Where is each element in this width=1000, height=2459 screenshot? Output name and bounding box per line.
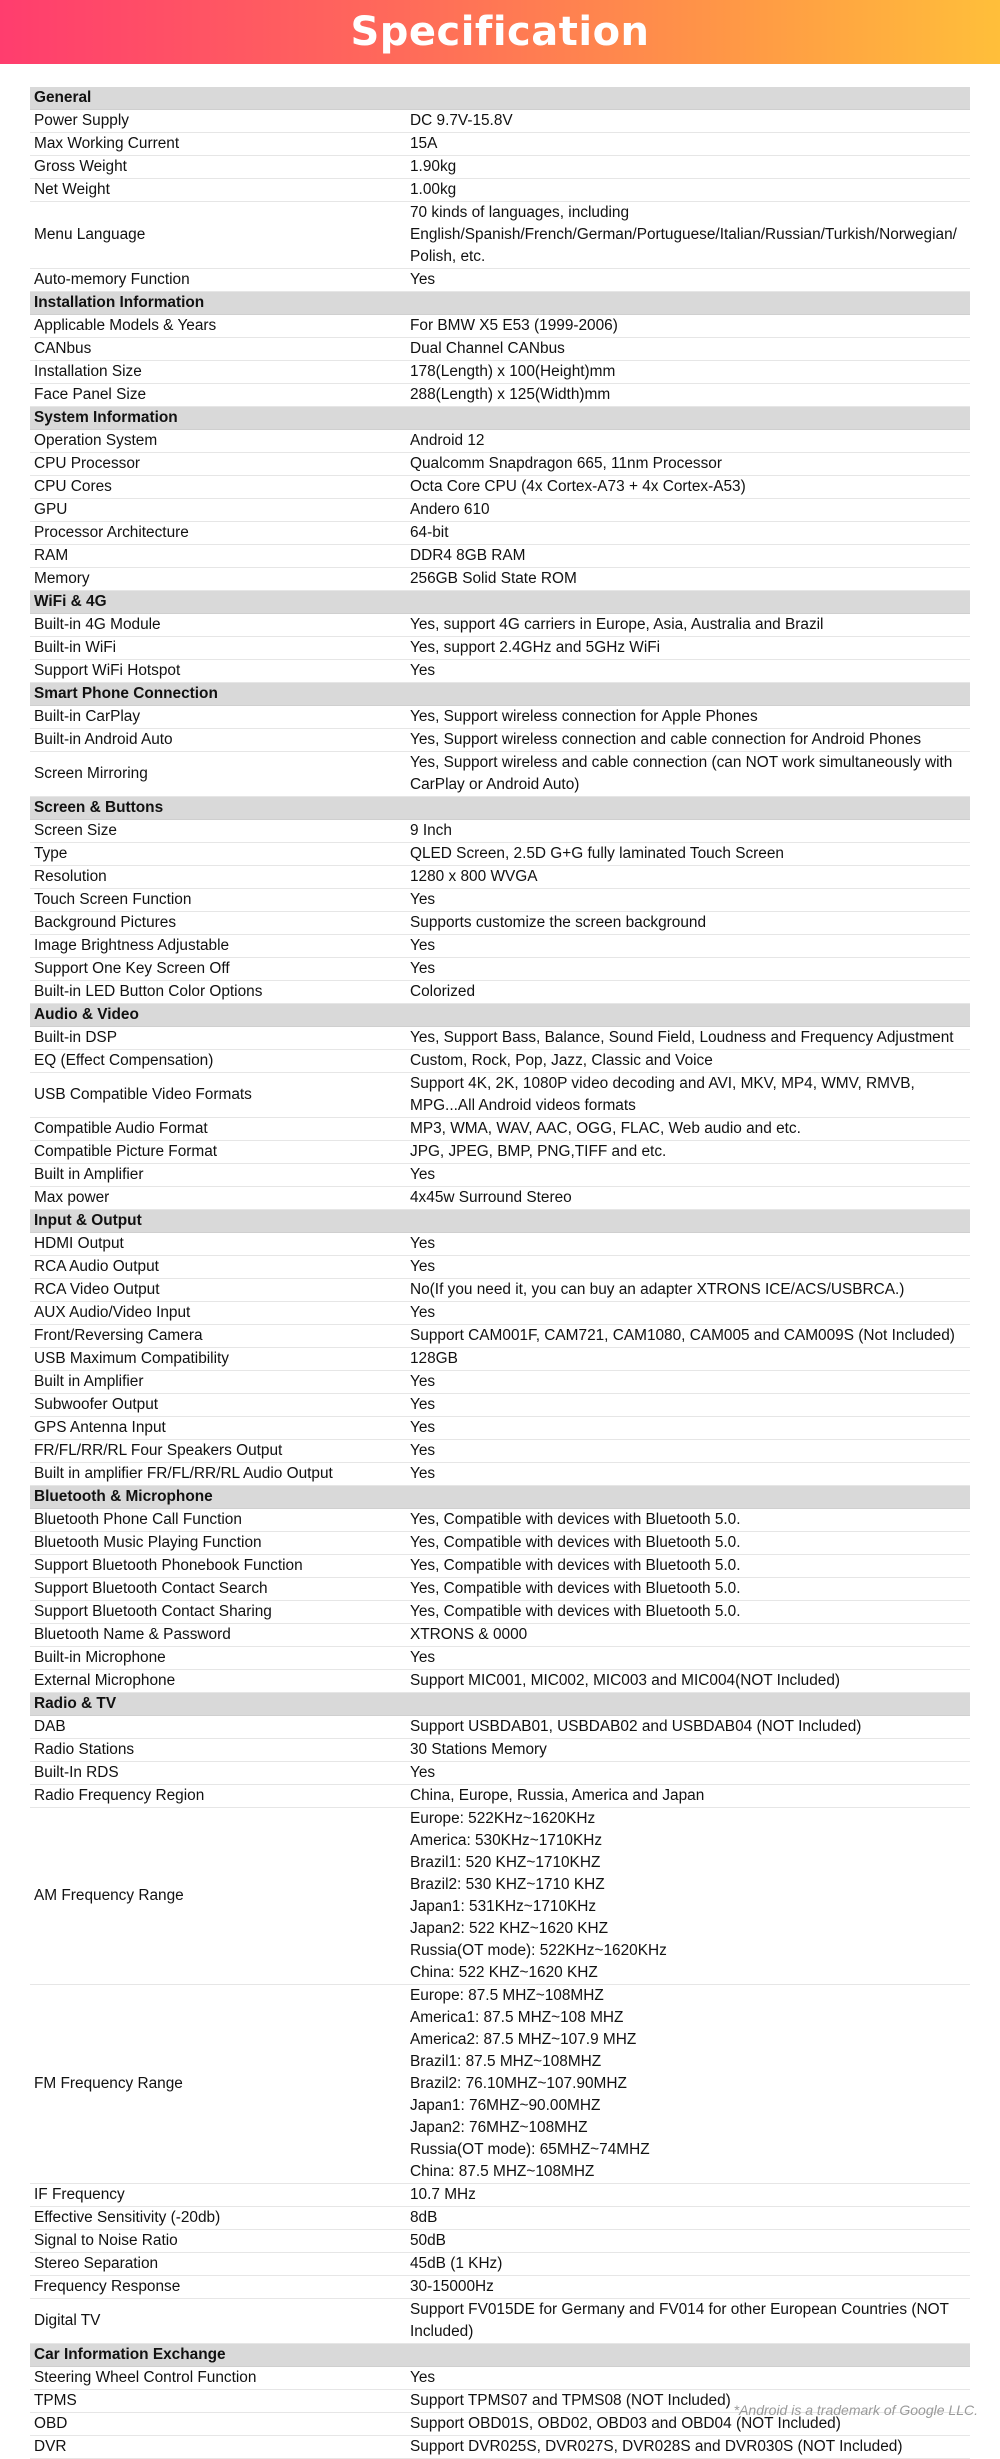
spec-value: Qualcomm Snapdragon 665, 11nm Processor	[408, 453, 970, 476]
spec-value: JPG, JPEG, BMP, PNG,TIFF and etc.	[408, 1141, 970, 1164]
spec-label: CANbus	[30, 338, 408, 361]
spec-label: Applicable Models & Years	[30, 315, 408, 338]
spec-value: Yes	[408, 1440, 970, 1463]
spec-value: Yes	[408, 958, 970, 981]
spec-row	[30, 1371, 970, 1394]
spec-value: For BMW X5 E53 (1999-2006)	[408, 315, 970, 338]
spec-value: DC 9.7V-15.8V	[408, 110, 970, 133]
spec-value: Support 4K, 2K, 1080P video decoding and AVI, MKV, MP4, WMV, RMVB, MPG...All Android videos formats	[408, 1073, 970, 1118]
spec-value: Yes, Compatible with devices with Bluetooth 5.0.	[408, 1555, 970, 1578]
spec-value: 178(Length) x 100(Height)mm	[408, 361, 970, 384]
section-header	[30, 797, 970, 820]
spec-label: Built-in Microphone	[30, 1647, 408, 1670]
spec-label: Support Bluetooth Contact Sharing	[30, 1601, 408, 1624]
spec-row	[30, 1601, 970, 1624]
spec-label: Built in Amplifier	[30, 1164, 408, 1187]
spec-label: Support Bluetooth Phonebook Function	[30, 1555, 408, 1578]
spec-row	[30, 1440, 970, 1463]
spec-label: FR/FL/RR/RL Four Speakers Output	[30, 1440, 408, 1463]
spec-row	[30, 1509, 970, 1532]
spec-label: Touch Screen Function	[30, 889, 408, 912]
spec-row	[30, 2367, 970, 2390]
spec-row	[30, 156, 970, 179]
spec-row	[30, 2230, 970, 2253]
spec-value: Yes	[408, 1417, 970, 1440]
spec-label: Bluetooth Music Playing Function	[30, 1532, 408, 1555]
spec-label: DVR	[30, 2436, 408, 2459]
spec-value: Yes, Support wireless and cable connection (can NOT work simultaneously with CarPlay or Android Auto)	[408, 752, 970, 797]
spec-row	[30, 958, 970, 981]
spec-value: Android 12	[408, 430, 970, 453]
spec-row	[30, 2276, 970, 2299]
spec-label: Type	[30, 843, 408, 866]
section-title: Installation Information	[30, 292, 970, 315]
spec-row	[30, 912, 970, 935]
spec-row	[30, 706, 970, 729]
spec-row	[30, 1739, 970, 1762]
spec-value: Yes	[408, 269, 970, 292]
spec-label: Built in Amplifier	[30, 1371, 408, 1394]
spec-label: Auto-memory Function	[30, 269, 408, 292]
spec-value: 30-15000Hz	[408, 2276, 970, 2299]
spec-label: Steering Wheel Control Function	[30, 2367, 408, 2390]
section-title: Audio & Video	[30, 1004, 970, 1027]
spec-row	[30, 1532, 970, 1555]
spec-label: IF Frequency	[30, 2184, 408, 2207]
spec-value: Yes	[408, 1463, 970, 1486]
spec-row	[30, 522, 970, 545]
spec-value: Support TPMS07 and TPMS08 (NOT Included)	[408, 2390, 970, 2413]
spec-row	[30, 1716, 970, 1739]
spec-label: TPMS	[30, 2390, 408, 2413]
spec-label: Screen Mirroring	[30, 752, 408, 797]
spec-row	[30, 1394, 970, 1417]
spec-value: Yes, Compatible with devices with Bluetooth 5.0.	[408, 1601, 970, 1624]
spec-value: 1280 x 800 WVGA	[408, 866, 970, 889]
spec-row	[30, 2207, 970, 2230]
spec-value: No(If you need it, you can buy an adapter XTRONS ICE/ACS/USBRCA.)	[408, 1279, 970, 1302]
spec-value: Support DVR025S, DVR027S, DVR028S and DVR030S (NOT Included)	[408, 2436, 970, 2459]
section-title: WiFi & 4G	[30, 591, 970, 614]
spec-value: Yes	[408, 889, 970, 912]
spec-value: Yes, Compatible with devices with Bluetooth 5.0.	[408, 1578, 970, 1601]
spec-value: QLED Screen, 2.5D G+G fully laminated Touch Screen	[408, 843, 970, 866]
spec-row	[30, 361, 970, 384]
spec-label: DAB	[30, 1716, 408, 1739]
spec-row	[30, 1647, 970, 1670]
spec-row	[30, 1762, 970, 1785]
spec-value: Yes	[408, 1164, 970, 1187]
spec-value: Yes	[408, 1647, 970, 1670]
spec-row	[30, 981, 970, 1004]
spec-value: 45dB (1 KHz)	[408, 2253, 970, 2276]
spec-label: Memory	[30, 568, 408, 591]
spec-value: 10.7 MHz	[408, 2184, 970, 2207]
spec-value: 15A	[408, 133, 970, 156]
spec-label: USB Compatible Video Formats	[30, 1073, 408, 1118]
spec-label: Compatible Audio Format	[30, 1118, 408, 1141]
spec-value: XTRONS & 0000	[408, 1624, 970, 1647]
spec-value: Yes, Support wireless connection and cable connection for Android Phones	[408, 729, 970, 752]
spec-label: Power Supply	[30, 110, 408, 133]
spec-label: EQ (Effect Compensation)	[30, 1050, 408, 1073]
spec-label: Support One Key Screen Off	[30, 958, 408, 981]
spec-value: Support MIC001, MIC002, MIC003 and MIC004(NOT Included)	[408, 1670, 970, 1693]
spec-label: Radio Frequency Region	[30, 1785, 408, 1808]
spec-value: Yes	[408, 935, 970, 958]
spec-row	[30, 660, 970, 683]
spec-value: 288(Length) x 125(Width)mm	[408, 384, 970, 407]
spec-row	[30, 179, 970, 202]
spec-row	[30, 1463, 970, 1486]
spec-row	[30, 2184, 970, 2207]
spec-row	[30, 729, 970, 752]
spec-label: AM Frequency Range	[30, 1808, 408, 1985]
spec-row	[30, 820, 970, 843]
spec-label: RCA Video Output	[30, 1279, 408, 1302]
spec-row	[30, 1187, 970, 1210]
spec-value: Yes, Support Bass, Balance, Sound Field, Loudness and Frequency Adjustment	[408, 1027, 970, 1050]
specification-table	[30, 87, 970, 2459]
spec-label: Compatible Picture Format	[30, 1141, 408, 1164]
spec-label: AUX Audio/Video Input	[30, 1302, 408, 1325]
spec-value: Yes	[408, 1394, 970, 1417]
spec-label: Support WiFi Hotspot	[30, 660, 408, 683]
section-title: Smart Phone Connection	[30, 683, 970, 706]
section-header	[30, 1210, 970, 1233]
spec-row	[30, 384, 970, 407]
section-title: Radio & TV	[30, 1693, 970, 1716]
spec-label: Built-In RDS	[30, 1762, 408, 1785]
spec-row	[30, 935, 970, 958]
spec-value: Yes	[408, 1762, 970, 1785]
section-title: Bluetooth & Microphone	[30, 1486, 970, 1509]
section-header	[30, 1486, 970, 1509]
spec-value: Yes	[408, 660, 970, 683]
spec-value: 64-bit	[408, 522, 970, 545]
spec-value: 30 Stations Memory	[408, 1739, 970, 1762]
spec-label: Stereo Separation	[30, 2253, 408, 2276]
spec-row	[30, 637, 970, 660]
spec-label: Built-in Android Auto	[30, 729, 408, 752]
spec-label: Operation System	[30, 430, 408, 453]
spec-label: Menu Language	[30, 202, 408, 269]
spec-value: 50dB	[408, 2230, 970, 2253]
spec-row	[30, 752, 970, 797]
spec-value: Yes	[408, 1371, 970, 1394]
spec-row	[30, 269, 970, 292]
spec-label: Built-in WiFi	[30, 637, 408, 660]
spec-value: Yes, Compatible with devices with Bluetooth 5.0.	[408, 1509, 970, 1532]
spec-value: Andero 610	[408, 499, 970, 522]
spec-label: Front/Reversing Camera	[30, 1325, 408, 1348]
spec-value: Yes, Support wireless connection for Apple Phones	[408, 706, 970, 729]
spec-row	[30, 1279, 970, 1302]
spec-label: Installation Size	[30, 361, 408, 384]
section-title: Car Information Exchange	[30, 2344, 970, 2367]
spec-row	[30, 430, 970, 453]
spec-row	[30, 1050, 970, 1073]
spec-row	[30, 1164, 970, 1187]
spec-row	[30, 1785, 970, 1808]
spec-label: Image Brightness Adjustable	[30, 935, 408, 958]
spec-value: China, Europe, Russia, America and Japan	[408, 1785, 970, 1808]
spec-row	[30, 338, 970, 361]
spec-label: GPS Antenna Input	[30, 1417, 408, 1440]
spec-value: Support USBDAB01, USBDAB02 and USBDAB04 (NOT Included)	[408, 1716, 970, 1739]
spec-value: Support CAM001F, CAM721, CAM1080, CAM005 and CAM009S (Not Included)	[408, 1325, 970, 1348]
spec-value: Supports customize the screen background	[408, 912, 970, 935]
spec-label: Radio Stations	[30, 1739, 408, 1762]
spec-value: MP3, WMA, WAV, AAC, OGG, FLAC, Web audio and etc.	[408, 1118, 970, 1141]
spec-value: Yes	[408, 1302, 970, 1325]
spec-label: RCA Audio Output	[30, 1256, 408, 1279]
spec-label: External Microphone	[30, 1670, 408, 1693]
section-header	[30, 1004, 970, 1027]
spec-row	[30, 499, 970, 522]
page-title: Specification	[350, 9, 650, 55]
spec-row	[30, 1417, 970, 1440]
spec-value: Yes, Compatible with devices with Bluetooth 5.0.	[408, 1532, 970, 1555]
spec-row	[30, 1302, 970, 1325]
spec-label: Background Pictures	[30, 912, 408, 935]
spec-row	[30, 1348, 970, 1371]
spec-label: Built in amplifier FR/FL/RR/RL Audio Output	[30, 1463, 408, 1486]
spec-label: USB Maximum Compatibility	[30, 1348, 408, 1371]
spec-row	[30, 2253, 970, 2276]
spec-label: Screen Size	[30, 820, 408, 843]
spec-row	[30, 545, 970, 568]
spec-value: Yes	[408, 1233, 970, 1256]
spec-value: Support FV015DE for Germany and FV014 for other European Countries (NOT Included)	[408, 2299, 970, 2344]
spec-label: Gross Weight	[30, 156, 408, 179]
spec-row	[30, 315, 970, 338]
spec-label: Face Panel Size	[30, 384, 408, 407]
spec-value: Yes, support 4G carriers in Europe, Asia, Australia and Brazil	[408, 614, 970, 637]
spec-label: Built-in LED Button Color Options	[30, 981, 408, 1004]
spec-value: Colorized	[408, 981, 970, 1004]
spec-row	[30, 568, 970, 591]
spec-row	[30, 110, 970, 133]
spec-label: CPU Processor	[30, 453, 408, 476]
spec-label: Resolution	[30, 866, 408, 889]
spec-row	[30, 1073, 970, 1118]
spec-row	[30, 1027, 970, 1050]
spec-value: Yes	[408, 1256, 970, 1279]
spec-label: Digital TV	[30, 2299, 408, 2344]
spec-value: 1.00kg	[408, 179, 970, 202]
spec-row	[30, 1808, 970, 1985]
section-header	[30, 1693, 970, 1716]
spec-value: Europe: 87.5 MHZ~108MHZ America1: 87.5 MHZ~108 MHZ America2: 87.5 MHZ~107.9 MHZ Brazil1: 87.5 MHZ~108MHZ Brazil2: 76.10MHZ~107.90MHZ Japan1: 76MHZ~90.00MHZ Japan2: 76MHZ~108MHZ Russia(OT mode): 65MHZ~74MHZ China: 87.5 MHZ~108MHZ	[408, 1985, 970, 2184]
section-header	[30, 407, 970, 430]
spec-label: Net Weight	[30, 179, 408, 202]
spec-row	[30, 1141, 970, 1164]
spec-row	[30, 614, 970, 637]
spec-row	[30, 1118, 970, 1141]
spec-label: Built-in DSP	[30, 1027, 408, 1050]
spec-row	[30, 866, 970, 889]
spec-row	[30, 476, 970, 499]
spec-row	[30, 2299, 970, 2344]
section-title: System Information	[30, 407, 970, 430]
spec-row	[30, 1578, 970, 1601]
spec-row	[30, 133, 970, 156]
spec-row	[30, 843, 970, 866]
spec-value: Europe: 522KHz~1620KHz America: 530KHz~1710KHz Brazil1: 520 KHZ~1710KHZ Brazil2: 530 KHZ~1710 KHZ Japan1: 531KHz~1710KHz Japan2: 522 KHZ~1620 KHZ Russia(OT mode): 522KHz~1620KHz China: 522 KHZ~1620 KHZ	[408, 1808, 970, 1985]
section-title: Input & Output	[30, 1210, 970, 1233]
spec-row	[30, 1670, 970, 1693]
spec-label: Bluetooth Name & Password	[30, 1624, 408, 1647]
spec-label: Frequency Response	[30, 2276, 408, 2299]
spec-row	[30, 1325, 970, 1348]
spec-value: 4x45w Surround Stereo	[408, 1187, 970, 1210]
spec-row	[30, 889, 970, 912]
spec-value: 256GB Solid State ROM	[408, 568, 970, 591]
spec-row	[30, 2436, 970, 2459]
spec-value: 128GB	[408, 1348, 970, 1371]
spec-value: Dual Channel CANbus	[408, 338, 970, 361]
spec-value: Support OBD01S, OBD02, OBD03 and OBD04 (NOT Included)	[408, 2413, 970, 2436]
spec-label: Subwoofer Output	[30, 1394, 408, 1417]
section-header	[30, 87, 970, 110]
spec-row	[30, 202, 970, 269]
spec-value: 8dB	[408, 2207, 970, 2230]
section-header	[30, 591, 970, 614]
spec-value: Yes	[408, 2367, 970, 2390]
spec-row	[30, 1985, 970, 2184]
specification-table-body	[30, 87, 970, 2459]
spec-value: DDR4 8GB RAM	[408, 545, 970, 568]
trademark-footnote: *Android is a trademark of Google LLC.	[733, 2402, 978, 2418]
spec-row	[30, 1256, 970, 1279]
spec-row	[30, 1555, 970, 1578]
title-banner	[0, 0, 1000, 64]
spec-label: Processor Architecture	[30, 522, 408, 545]
spec-label: FM Frequency Range	[30, 1985, 408, 2184]
spec-label: Built-in CarPlay	[30, 706, 408, 729]
spec-label: Signal to Noise Ratio	[30, 2230, 408, 2253]
section-header	[30, 2344, 970, 2367]
spec-value: Octa Core CPU (4x Cortex-A73 + 4x Cortex-A53)	[408, 476, 970, 499]
section-header	[30, 292, 970, 315]
spec-label: OBD	[30, 2413, 408, 2436]
spec-row	[30, 1233, 970, 1256]
spec-value: 1.90kg	[408, 156, 970, 179]
spec-label: Max power	[30, 1187, 408, 1210]
section-header	[30, 683, 970, 706]
spec-row	[30, 453, 970, 476]
spec-label: RAM	[30, 545, 408, 568]
spec-label: Max Working Current	[30, 133, 408, 156]
section-title: Screen & Buttons	[30, 797, 970, 820]
spec-label: Bluetooth Phone Call Function	[30, 1509, 408, 1532]
spec-value: Custom, Rock, Pop, Jazz, Classic and Voice	[408, 1050, 970, 1073]
spec-label: Support Bluetooth Contact Search	[30, 1578, 408, 1601]
section-title: General	[30, 87, 970, 110]
spec-row	[30, 1624, 970, 1647]
spec-label: Built-in 4G Module	[30, 614, 408, 637]
spec-label: HDMI Output	[30, 1233, 408, 1256]
spec-label: CPU Cores	[30, 476, 408, 499]
spec-value: Yes, support 2.4GHz and 5GHz WiFi	[408, 637, 970, 660]
spec-label: GPU	[30, 499, 408, 522]
spec-value: 70 kinds of languages, including English/Spanish/French/German/Portuguese/Italian/Russian/Turkish/Norwegian/ Polish, etc.	[408, 202, 970, 269]
spec-label: Effective Sensitivity (-20db)	[30, 2207, 408, 2230]
spec-value: 9 Inch	[408, 820, 970, 843]
